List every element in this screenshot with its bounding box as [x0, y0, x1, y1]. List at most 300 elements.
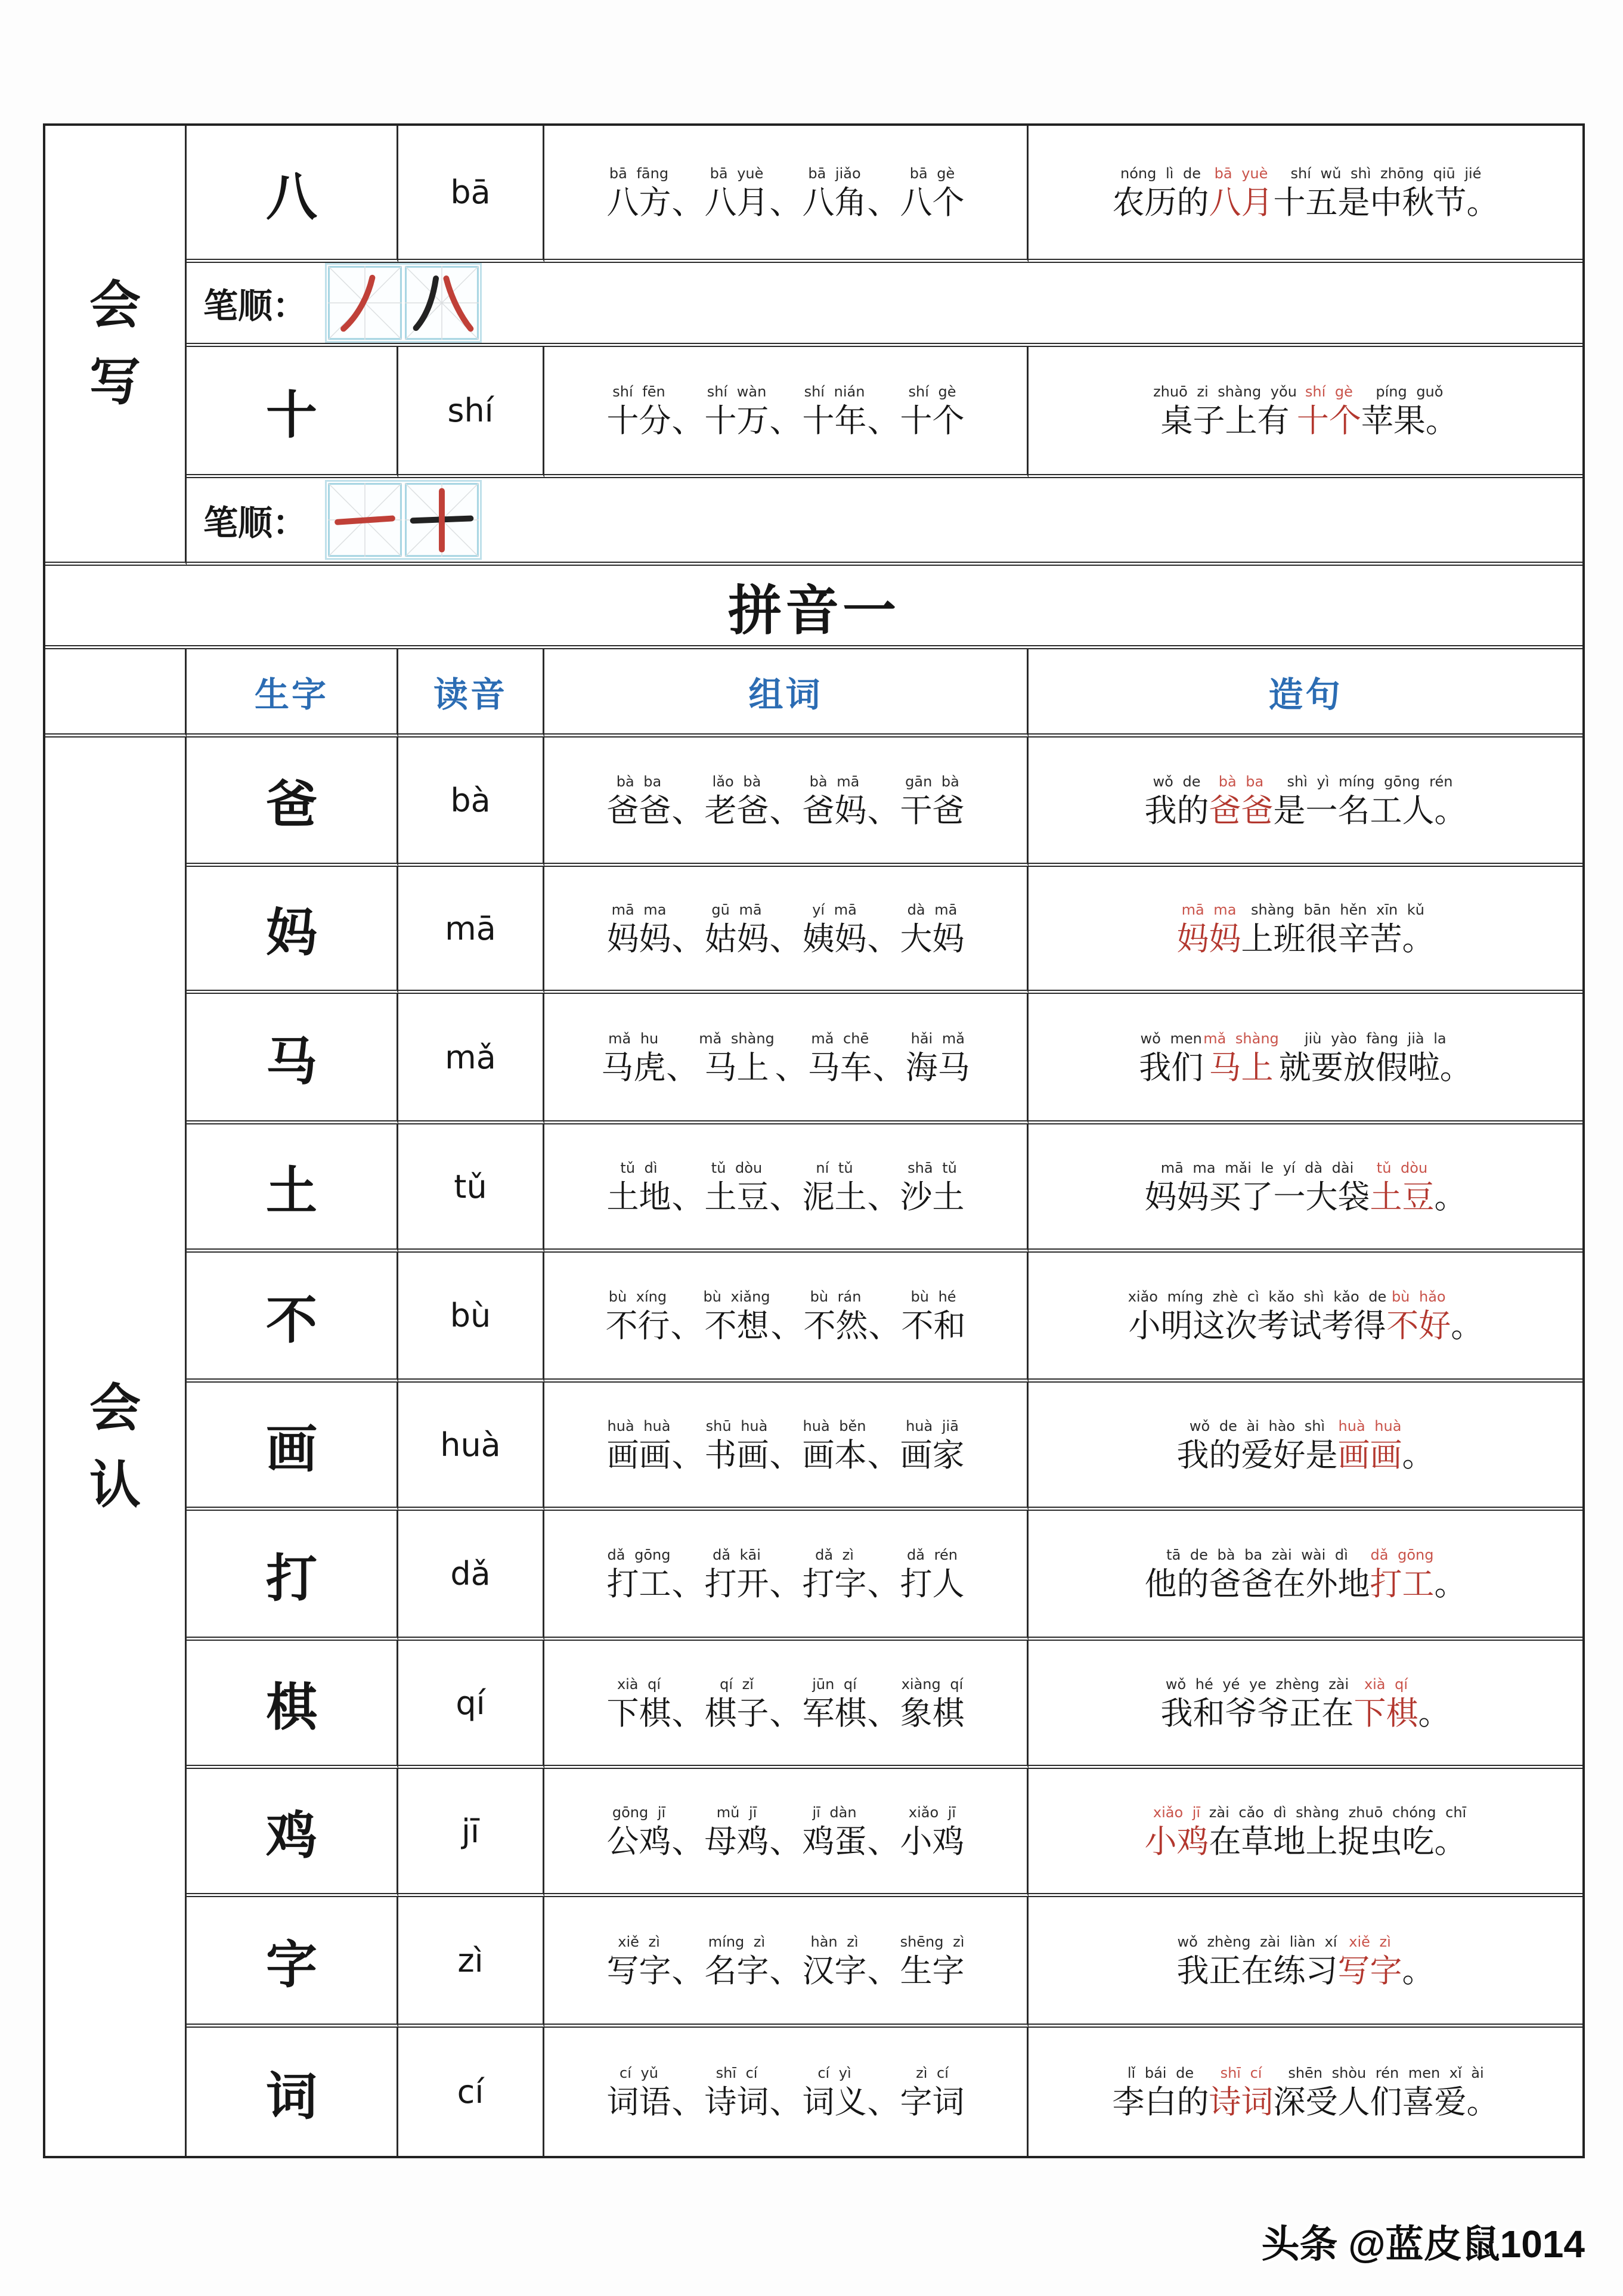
- sentence-segment: [1418, 1674, 1451, 1732]
- word-pinyin: qí zǐ: [720, 1675, 754, 1693]
- words-cell: [544, 1641, 1029, 1769]
- watermark: 头条 @蓝皮鼠1014: [1261, 2223, 1585, 2266]
- word-text: 词义: [802, 2084, 867, 2121]
- new-character: 鸡: [266, 1807, 317, 1864]
- segment-text: 我们: [1139, 1049, 1204, 1086]
- segment-pinyin: shì yì míng gōng rén: [1287, 773, 1453, 790]
- sentence-segment: [1451, 1286, 1483, 1344]
- separator: 、: [867, 1953, 900, 1989]
- word-pinyin: ní tǔ: [816, 1159, 853, 1176]
- word-list: [544, 381, 1027, 439]
- sentence-cell: [1029, 2028, 1582, 2156]
- words-cell: [544, 738, 1029, 867]
- word-item: [607, 1931, 671, 1990]
- word-item: [900, 1157, 965, 1216]
- char-cell: [187, 1769, 398, 1897]
- segment-pinyin: bà ba: [1218, 773, 1264, 790]
- segment-text: 小明这次考试考得: [1128, 1308, 1386, 1344]
- word-item: [607, 2062, 671, 2121]
- word-item: [699, 1028, 775, 1086]
- sentence-segment: [1145, 1802, 1209, 1860]
- word-pinyin: shī cí: [716, 2065, 758, 2082]
- word-pinyin: jūn qí: [812, 1675, 857, 1693]
- word-item: [705, 2062, 769, 2121]
- sentence-segment: [1209, 2062, 1274, 2121]
- segment-text: 我正在练习: [1176, 1953, 1338, 1989]
- word-pinyin: shēng zì: [900, 1933, 965, 1950]
- char-cell: [187, 1253, 398, 1383]
- sentence: [1029, 1544, 1582, 1603]
- header-sentence: [1029, 649, 1582, 738]
- word-pinyin: shí nián: [804, 383, 865, 401]
- segment-pinyin: wǒ de: [1153, 773, 1201, 790]
- word-pinyin: shā tǔ: [907, 1159, 957, 1176]
- sentence-segment: [1370, 1544, 1435, 1603]
- words-cell: [544, 2028, 1029, 2156]
- segment-pinyin: tǔ dòu: [1376, 1159, 1428, 1176]
- word-text: 八月: [704, 185, 769, 221]
- segment-pinyin: mā ma mǎi le yí dà dài: [1160, 1159, 1354, 1176]
- separator: 、: [769, 1179, 802, 1215]
- word-item: [607, 1415, 671, 1474]
- word-pinyin: bù xiǎng: [703, 1288, 770, 1306]
- word-text: 大妈: [900, 921, 965, 957]
- word-item: [705, 899, 769, 958]
- segment-text: 。: [1418, 1695, 1451, 1731]
- char-cell: [187, 738, 398, 867]
- sentence-segment: [1153, 381, 1297, 439]
- stroke-box-icon: [405, 483, 479, 557]
- separator: 、: [867, 1823, 900, 1860]
- word-pinyin: bù rán: [810, 1288, 862, 1306]
- segment-pinyin: mā ma: [1181, 901, 1237, 918]
- pinyin-cell: [398, 1769, 544, 1897]
- pinyin-reading: cí: [457, 2073, 484, 2111]
- pinyin-cell: [398, 1253, 544, 1383]
- word-item: [803, 381, 867, 439]
- separator: 、: [872, 1049, 905, 1086]
- word-item: [803, 771, 867, 829]
- sentence-segment: [1274, 771, 1467, 829]
- word-text: 老爸: [704, 792, 769, 829]
- word-pinyin: mǎ chē: [811, 1030, 869, 1047]
- sentence-segment: [1113, 163, 1209, 221]
- sentence-segment: [1209, 771, 1274, 829]
- stroke-order-boxes: [325, 263, 482, 343]
- word-item: [803, 1931, 867, 1990]
- segment-text: 。: [1434, 1179, 1467, 1215]
- word-pinyin: huà huà: [607, 1417, 671, 1434]
- word-pinyin: hǎi mǎ: [910, 1030, 965, 1047]
- word-pinyin: cí yǔ: [620, 2065, 658, 2082]
- word-item: [705, 1544, 769, 1603]
- segment-pinyin: shí wǔ shì zhōng qiū jié: [1290, 165, 1482, 182]
- word-item: [803, 1802, 867, 1860]
- sentence-segment: [1370, 1157, 1435, 1216]
- char-cell: [187, 1511, 398, 1641]
- sentence-segment: [1279, 1028, 1472, 1086]
- word-pinyin: bù xíng: [608, 1288, 667, 1306]
- header-pron: [398, 649, 544, 738]
- segment-pinyin: dǎ gōng: [1370, 1547, 1434, 1564]
- separator: 、: [666, 1049, 699, 1086]
- words-cell: [544, 1897, 1029, 2028]
- separator: 、: [775, 1049, 807, 1086]
- word-item: [601, 1028, 665, 1086]
- word-text: 鸡蛋: [802, 1823, 867, 1860]
- word-text: 词语: [606, 2084, 671, 2121]
- separator: 、: [671, 1566, 704, 1603]
- section-label-write-text: 会写: [89, 276, 141, 411]
- new-character: 画: [266, 1421, 317, 1478]
- segment-pinyin: huà huà: [1338, 1417, 1402, 1434]
- word-text: 不想: [704, 1308, 769, 1344]
- word-pinyin: gān bà: [905, 773, 959, 790]
- word-pinyin: xià qí: [617, 1675, 661, 1693]
- word-text: 十个: [900, 403, 965, 439]
- word-text: 母鸡: [704, 1823, 769, 1860]
- separator: 、: [867, 2084, 900, 2121]
- pinyin-cell: [398, 738, 544, 867]
- word-text: 军棋: [802, 1695, 867, 1731]
- word-text: 马上: [704, 1049, 769, 1086]
- word-item: [607, 163, 671, 221]
- pinyin-reading: dǎ: [450, 1555, 491, 1592]
- word-text: 下棋: [606, 1695, 671, 1731]
- section-label-write: [45, 126, 187, 566]
- word-pinyin: huà běn: [803, 1417, 866, 1434]
- segment-pinyin: wǒ hé yé ye zhèng zài: [1165, 1675, 1349, 1693]
- separator: 、: [671, 185, 704, 221]
- word-pinyin: xiǎo jī: [908, 1804, 956, 1821]
- pinyin-cell: [398, 1383, 544, 1511]
- segment-text: 不好: [1386, 1308, 1451, 1344]
- sentence-segment: [1338, 1931, 1402, 1990]
- word-text: 打人: [900, 1566, 965, 1603]
- char-cell: [187, 867, 398, 994]
- segment-text: 在草地上捉虫吃。: [1209, 1823, 1467, 1860]
- word-item: [808, 1028, 872, 1086]
- separator: 、: [769, 403, 802, 439]
- new-character: 八: [266, 168, 317, 226]
- word-item: [703, 1286, 770, 1344]
- segment-pinyin: shàng bān hěn xīn kǔ: [1251, 901, 1424, 918]
- word-list: [544, 1286, 1027, 1344]
- segment-text: 。: [1402, 1437, 1435, 1473]
- word-pinyin: xiàng qí: [901, 1675, 964, 1693]
- word-list: [544, 1415, 1027, 1474]
- sentence-segment: [1203, 1028, 1279, 1086]
- segment-pinyin: tā de bà ba zài wài dì: [1166, 1547, 1348, 1564]
- word-text: 爸妈: [802, 792, 867, 829]
- word-item: [804, 1286, 868, 1344]
- sentence-segment: [1145, 1157, 1370, 1216]
- segment-pinyin: jiù yào fàng jià la: [1304, 1030, 1447, 1047]
- word-item: [705, 771, 769, 829]
- word-pinyin: xiě zì: [618, 1933, 660, 1950]
- segment-pinyin: píng guǒ: [1376, 383, 1444, 401]
- sentence-cell: [1029, 994, 1582, 1124]
- word-item: [705, 1931, 769, 1990]
- word-item: [607, 1802, 671, 1860]
- segment-text: 苹果。: [1361, 403, 1458, 439]
- word-pinyin: shí gè: [908, 383, 956, 401]
- word-pinyin: dǎ zì: [815, 1547, 854, 1564]
- segment-pinyin: zhuō zi shàng yǒu: [1153, 383, 1297, 401]
- char-cell: [187, 994, 398, 1124]
- word-item: [900, 2062, 965, 2121]
- word-pinyin: yí mā: [812, 901, 857, 918]
- separator: 、: [671, 1179, 704, 1215]
- separator: 、: [867, 1695, 900, 1731]
- segment-pinyin: zài cǎo dì shàng zhuō chóng chī: [1209, 1804, 1467, 1821]
- segment-text: 打工: [1370, 1566, 1435, 1603]
- separator: 、: [867, 1179, 900, 1215]
- segment-text: 写字: [1337, 1953, 1402, 1989]
- word-pinyin: huà jiā: [906, 1417, 959, 1434]
- pinyin-reading: shí: [447, 392, 494, 429]
- segment-text: 小鸡: [1144, 1823, 1209, 1860]
- word-list: [544, 1802, 1027, 1860]
- segment-pinyin: nóng lì de: [1120, 165, 1201, 182]
- segment-text: 。: [1402, 1953, 1435, 1989]
- sentence: [1029, 163, 1582, 221]
- word-pinyin: mǔ jī: [716, 1804, 757, 1821]
- sentence-segment: [1209, 163, 1274, 221]
- sentence-segment: [1435, 1157, 1467, 1216]
- words-cell: [544, 1511, 1029, 1641]
- char-cell: [187, 2028, 398, 2156]
- sentence: [1029, 1931, 1582, 1990]
- word-list: [544, 1931, 1027, 1990]
- word-text: 沙土: [900, 1179, 965, 1215]
- new-character: 字: [266, 1936, 317, 1994]
- sentence-segment: [1241, 899, 1435, 958]
- words-cell: [544, 1769, 1029, 1897]
- words-cell: [544, 126, 1029, 263]
- segment-text: 桌子上有: [1160, 403, 1290, 439]
- segment-text: 就要放假啦。: [1278, 1049, 1472, 1086]
- word-text: 书画: [704, 1437, 769, 1473]
- sentence-cell: [1029, 126, 1582, 263]
- word-text: 干爸: [900, 792, 965, 829]
- sentence: [1029, 1157, 1582, 1216]
- segment-pinyin: xiě zì: [1349, 1933, 1391, 1950]
- pinyin-reading: mǎ: [445, 1038, 496, 1076]
- words-cell: [544, 994, 1029, 1124]
- stroke-order-row: [187, 478, 1582, 566]
- word-pinyin: shū huà: [705, 1417, 768, 1434]
- word-text: 姨妈: [802, 921, 867, 957]
- section-label-read: [45, 738, 187, 2156]
- pinyin-reading: qí: [456, 1684, 485, 1722]
- segment-text: 妈妈: [1176, 921, 1241, 957]
- word-item: [705, 1157, 769, 1216]
- word-text: 生字: [900, 1953, 965, 1989]
- word-item: [607, 899, 671, 958]
- word-item: [900, 1415, 965, 1474]
- section-title-row: [45, 566, 1582, 649]
- word-item: [705, 1674, 769, 1732]
- word-text: 八角: [802, 185, 867, 221]
- header-sentence-text: 造句: [1268, 675, 1343, 714]
- separator: 、: [770, 1308, 803, 1344]
- segment-text: 李白的: [1112, 2084, 1209, 2121]
- segment-pinyin: shí gè: [1305, 383, 1353, 401]
- word-pinyin: dǎ gōng: [607, 1547, 671, 1564]
- new-character: 棋: [266, 1679, 317, 1736]
- segment-pinyin: xià qí: [1364, 1675, 1408, 1693]
- word-pinyin: bā jiǎo: [808, 165, 861, 182]
- word-text: 打字: [802, 1566, 867, 1603]
- sentence-segment: [1128, 1286, 1387, 1344]
- segment-text: 我的爱好是: [1176, 1437, 1338, 1473]
- word-text: 妈妈: [606, 921, 671, 957]
- word-item: [900, 899, 965, 958]
- char-cell: [187, 1124, 398, 1253]
- word-pinyin: gū mā: [711, 901, 762, 918]
- stroke-box-icon: [328, 483, 402, 557]
- separator: 、: [671, 1823, 704, 1860]
- word-list: [544, 163, 1027, 221]
- word-text: 八方: [606, 185, 671, 221]
- word-list: [544, 1674, 1027, 1732]
- word-text: 土豆: [704, 1179, 769, 1215]
- separator: 、: [867, 403, 900, 439]
- pinyin-reading: bù: [450, 1297, 491, 1334]
- word-list: [544, 1544, 1027, 1603]
- sentence: [1029, 1674, 1582, 1732]
- new-character: 十: [266, 386, 317, 444]
- pinyin-reading: tǔ: [454, 1167, 487, 1206]
- word-item: [803, 2062, 867, 2121]
- word-text: 棋子: [704, 1695, 769, 1731]
- new-character: 打: [266, 1550, 317, 1607]
- sentence-cell: [1029, 1253, 1582, 1383]
- char-cell: [187, 1383, 398, 1511]
- word-text: 马虎: [601, 1049, 666, 1086]
- sentence: [1029, 771, 1582, 829]
- word-pinyin: bà ba: [616, 773, 662, 790]
- segment-text: 十个: [1296, 403, 1361, 439]
- segment-text: 。: [1451, 1308, 1483, 1344]
- header-pron-text: 读音: [433, 675, 507, 714]
- word-text: 十分: [606, 403, 671, 439]
- segment-pinyin: xiǎo míng zhè cì kǎo shì kǎo de: [1128, 1288, 1387, 1306]
- segment-text: 妈妈买了一大袋: [1144, 1179, 1370, 1215]
- separator: 、: [671, 1953, 704, 1989]
- sentence-segment: [1354, 1674, 1418, 1732]
- new-character: 马: [266, 1033, 317, 1090]
- new-character: 不: [266, 1291, 317, 1349]
- word-item: [900, 1674, 965, 1732]
- words-cell: [544, 1253, 1029, 1383]
- separator: 、: [671, 403, 704, 439]
- pinyin-reading: huà: [440, 1426, 501, 1464]
- segment-text: 。: [1434, 1566, 1467, 1603]
- separator: 、: [769, 1566, 802, 1603]
- word-item: [900, 381, 965, 439]
- sentence-cell: [1029, 738, 1582, 867]
- new-character: 词: [266, 2068, 317, 2125]
- segment-text: 农历的: [1112, 185, 1209, 221]
- stroke-box-icon: [328, 266, 402, 340]
- separator: 、: [670, 1308, 703, 1344]
- separator: 、: [769, 1953, 802, 1989]
- sentence-segment: [1177, 899, 1241, 958]
- sentence-segment: [1145, 771, 1209, 829]
- word-pinyin: dà mā: [907, 901, 958, 918]
- word-item: [705, 381, 769, 439]
- separator: 、: [867, 921, 900, 957]
- segment-pinyin: wǒ men: [1140, 1030, 1202, 1047]
- sentence-segment: [1209, 1802, 1467, 1860]
- word-list: [544, 1157, 1027, 1216]
- sentence-segment: [1386, 1286, 1451, 1344]
- word-text: 诗词: [704, 2084, 769, 2121]
- pinyin-cell: [398, 1641, 544, 1769]
- segment-text: 是一名工人。: [1273, 792, 1467, 829]
- header-char-text: 生字: [254, 675, 329, 714]
- word-item: [900, 1802, 965, 1860]
- header-char: [187, 649, 398, 738]
- sentence-segment: [1361, 381, 1458, 439]
- sentence-segment: [1113, 2062, 1209, 2121]
- word-pinyin: mǎ shàng: [699, 1030, 775, 1047]
- word-pinyin: tǔ dì: [620, 1159, 658, 1176]
- pinyin-reading: bà: [450, 781, 491, 819]
- word-item: [803, 899, 867, 958]
- stroke-order-label: 笔顺：: [203, 287, 308, 326]
- word-text: 姑妈: [704, 921, 769, 957]
- new-character: 土: [266, 1163, 317, 1220]
- segment-pinyin: bù hǎo: [1391, 1288, 1446, 1306]
- segment-text: 深受人们喜爱。: [1273, 2084, 1499, 2121]
- word-text: 不然: [803, 1308, 868, 1344]
- segment-text: 十五是中秋节。: [1273, 185, 1499, 221]
- stroke-order-label: 笔顺：: [203, 504, 308, 543]
- word-text: 小鸡: [900, 1823, 965, 1860]
- separator: 、: [769, 2084, 802, 2121]
- segment-text: 下棋: [1353, 1695, 1418, 1731]
- sentence-segment: [1435, 1544, 1467, 1603]
- sentence-segment: [1274, 163, 1499, 221]
- separator: 、: [867, 792, 900, 829]
- separator: 、: [671, 2084, 704, 2121]
- word-pinyin: gōng jī: [612, 1804, 666, 1821]
- word-text: 马车: [807, 1049, 872, 1086]
- segment-text: 画画: [1337, 1437, 1402, 1473]
- pinyin-cell: [398, 2028, 544, 2156]
- word-pinyin: bà mā: [809, 773, 860, 790]
- word-pinyin: bā gè: [909, 165, 955, 182]
- segment-text: 诗词: [1209, 2084, 1274, 2121]
- word-item: [705, 1415, 769, 1474]
- pinyin-reading: jī: [461, 1812, 479, 1850]
- word-text: 爸爸: [606, 792, 671, 829]
- sentence-segment: [1161, 1674, 1354, 1732]
- separator: 、: [769, 1437, 802, 1473]
- word-text: 汉字: [802, 1953, 867, 1989]
- word-item: [803, 1415, 867, 1474]
- word-list: [544, 1028, 1027, 1086]
- sentence-segment: [1338, 1415, 1402, 1474]
- segment-text: 我的: [1144, 792, 1209, 829]
- words-cell: [544, 347, 1029, 478]
- header-words-text: 组词: [748, 675, 823, 714]
- pinyin-cell: [398, 1511, 544, 1641]
- word-item: [902, 1286, 966, 1344]
